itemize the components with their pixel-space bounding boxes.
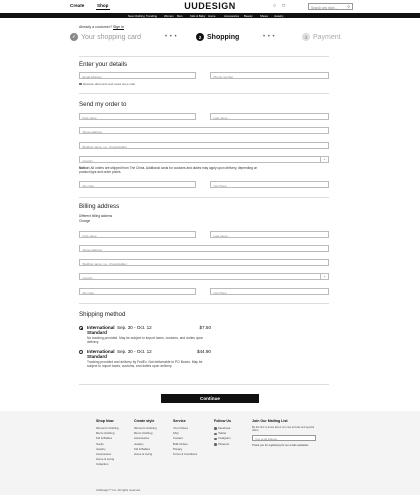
account-note (79, 25, 124, 29)
pinterest-link[interactable] (214, 442, 231, 447)
shipping-option-price: $44.90 (196, 349, 211, 354)
step-label: Your shopping card (81, 33, 142, 41)
shipping-option[interactable] (79, 349, 211, 373)
notice-text: All orders are shipped from The China. Additional costs for customs and duties may apply upon delivery, depending on product type and order prices. (79, 166, 258, 175)
step-shopping (196, 32, 239, 42)
create-link[interactable]: Create (70, 3, 85, 8)
phone-field[interactable]: Phone number (210, 72, 329, 79)
chevron-down-icon[interactable]: ⌄ (320, 274, 328, 280)
billing-city-field[interactable]: City/Town (210, 288, 329, 295)
footer-heading: Service (173, 419, 186, 423)
footer-link[interactable]: Terms & Conditions (173, 452, 198, 457)
footer-link[interactable]: Jewelry (134, 441, 144, 446)
footer-link[interactable]: Women's Clothing (96, 426, 119, 430)
nav-item[interactable]: Jewelry (274, 14, 284, 19)
mailing-thanks: Thank you for registering for our email newsletter. (252, 444, 309, 448)
country-select[interactable] (79, 156, 329, 163)
change-billing-link[interactable]: Change (79, 219, 91, 223)
nav-item[interactable]: Beauty (244, 14, 253, 19)
shipping-option-dates: Sep. 30 - Oct. 12 (117, 325, 152, 330)
user-icon[interactable]: ○ (272, 3, 277, 9)
step-number: 2 (196, 33, 204, 41)
shipping-option[interactable] (79, 325, 211, 347)
shipping-option-desc: No tracking provided. May be subject to import taxes, customs, and duties upon delivery. (87, 336, 204, 344)
twitter-label: Twitter (218, 431, 227, 436)
footer-link[interactable]: Bulk Orders (173, 441, 188, 446)
category-nav (0, 13, 420, 18)
last-name-field[interactable]: Last name (210, 113, 329, 120)
footer-heading: Join Our Mailing List (252, 419, 288, 423)
instagram-icon (214, 438, 217, 441)
footer-link[interactable]: Kid & Babies (96, 436, 113, 441)
billing-zip-field[interactable]: Zip code (79, 288, 196, 295)
divider (79, 197, 329, 198)
shipping-method-title: Shipping method (79, 311, 126, 318)
footer-link[interactable]: Home & Living (134, 452, 153, 457)
account-note-text: Already a customer? (79, 25, 112, 29)
shipping-option-radio[interactable] (79, 350, 83, 354)
step-label: Payment (313, 33, 341, 41)
billing-title: Billing address (79, 203, 120, 210)
billing-last-name-field[interactable]: Last name (210, 231, 329, 238)
nav-item[interactable]: Home (208, 14, 216, 19)
footer-link[interactable]: Accessories (134, 436, 150, 441)
billing-country-placeholder: Country (82, 275, 94, 280)
nav-item[interactable]: Shoes (260, 14, 268, 19)
sign-in-link[interactable]: Sign in (112, 25, 124, 29)
brand-logo[interactable]: UUDESIGN (184, 1, 236, 11)
nav-item[interactable]: Kids & Baby (190, 14, 206, 19)
step-shopping-card[interactable] (70, 32, 141, 42)
top-header (0, 0, 420, 13)
nav-item[interactable]: Men (177, 14, 183, 19)
newsletter-checkbox[interactable] (79, 83, 82, 86)
step-divider: • • • (263, 33, 276, 40)
email-field[interactable]: Email Address (79, 72, 196, 79)
shipping-option-desc: Tracking provided and delivery by FedEx. Not deliverable to PO Boxes. May be subject to import taxes, customs, and duties upon delivery. (87, 360, 203, 368)
shipping-address-title: Send my order to (79, 101, 127, 108)
city-field[interactable]: City/Town (210, 181, 329, 188)
step-number: 3 (302, 33, 310, 41)
newsletter-checkbox-row[interactable] (79, 82, 135, 86)
footer-create-style (134, 419, 157, 457)
pinterest-icon (214, 443, 217, 446)
footer-link[interactable]: Jewelry (96, 446, 106, 451)
details-title: Enter your details (79, 61, 128, 68)
nav-item[interactable]: Trending (146, 14, 157, 19)
footer-link[interactable]: Kid & Babies (134, 446, 151, 451)
footer-heading: Shop Now (96, 419, 114, 423)
footer-link[interactable]: Contact (173, 436, 183, 441)
shipping-option-price: $7.50 (199, 325, 211, 330)
zip-field[interactable]: Zip code (79, 181, 196, 188)
step-label: Shopping (207, 33, 240, 41)
check-icon: ✓ (70, 33, 78, 41)
divider (79, 56, 329, 57)
mailing-description: Be the first to know about our new arrivals and special offers. (252, 426, 315, 433)
billing-country-select[interactable] (79, 273, 329, 280)
nav-item[interactable]: Accessories (224, 14, 240, 19)
continue-button[interactable]: Continue (161, 394, 259, 403)
footer-link[interactable]: Privacy (173, 446, 183, 451)
footer-link[interactable]: Socks (96, 441, 104, 446)
newsletter-email-input[interactable]: Your email address (252, 435, 316, 441)
footer-heading: Follow Us (214, 419, 231, 423)
twitter-icon (214, 433, 217, 436)
notice-label: Notice: (79, 166, 90, 170)
newsletter-label: Receive discounts and news via e-mail (83, 82, 135, 86)
footer-link[interactable]: Accessories (96, 452, 112, 457)
footer-link[interactable]: Men's Clothing (96, 431, 115, 436)
different-billing-text: Different billing address (79, 214, 113, 218)
first-name-field[interactable]: First name (79, 113, 196, 120)
footer-link[interactable]: FAQ (173, 431, 179, 436)
country-placeholder: Country (82, 158, 94, 163)
step-divider: • • • (165, 33, 178, 40)
divider (79, 303, 329, 304)
billing-street-field[interactable]: Street address (79, 245, 329, 252)
facebook-label: Facebook (218, 426, 231, 430)
footer-shop-now (96, 419, 119, 468)
divider (79, 384, 329, 385)
copyright: UUDesign™ Inc. All rights reserved. (96, 488, 141, 492)
street-field[interactable]: Street address (79, 127, 329, 134)
footer-link[interactable]: Home & Living (96, 457, 115, 462)
footer (0, 411, 420, 495)
footer-link[interactable]: Collection (96, 462, 109, 467)
nav-item[interactable]: New Clothing (128, 14, 145, 19)
cart-icon[interactable]: □ (281, 3, 286, 9)
footer-heading: Create style (134, 419, 155, 423)
footer-link[interactable]: Women's Clothing (134, 426, 157, 430)
building-field[interactable]: Building name, no., (if applicable) (79, 142, 329, 149)
facebook-icon (214, 427, 217, 430)
shipping-notice (79, 166, 259, 175)
shop-link[interactable]: Shop (97, 3, 109, 8)
billing-building-field[interactable]: Building name, no., (if applicable) (79, 259, 329, 266)
chevron-down-icon[interactable]: ⌄ (320, 157, 328, 163)
footer-link[interactable]: Your Orders (173, 426, 188, 430)
footer-service (173, 419, 197, 457)
footer-follow (214, 419, 231, 447)
footer-link[interactable]: Men's Clothing (134, 431, 153, 436)
search-icon[interactable]: ⚲ (347, 5, 350, 10)
shipping-option-name: International Standard (87, 325, 115, 335)
footer-mailing-list (252, 419, 320, 447)
pinterest-label: Pinterest (218, 441, 230, 446)
shipping-option-radio[interactable] (79, 326, 83, 330)
shipping-option-dates: Sep. 30 - Oct. 12 (117, 349, 152, 354)
step-payment (302, 32, 341, 42)
shipping-option-name: International Standard (87, 349, 115, 359)
search-placeholder: Search any style... (311, 5, 338, 10)
nav-item[interactable]: Women (164, 14, 174, 19)
instagram-label: Instagram (218, 436, 231, 441)
search-input[interactable] (308, 3, 353, 10)
billing-first-name-field[interactable]: First name (79, 231, 196, 238)
divider (79, 93, 329, 94)
